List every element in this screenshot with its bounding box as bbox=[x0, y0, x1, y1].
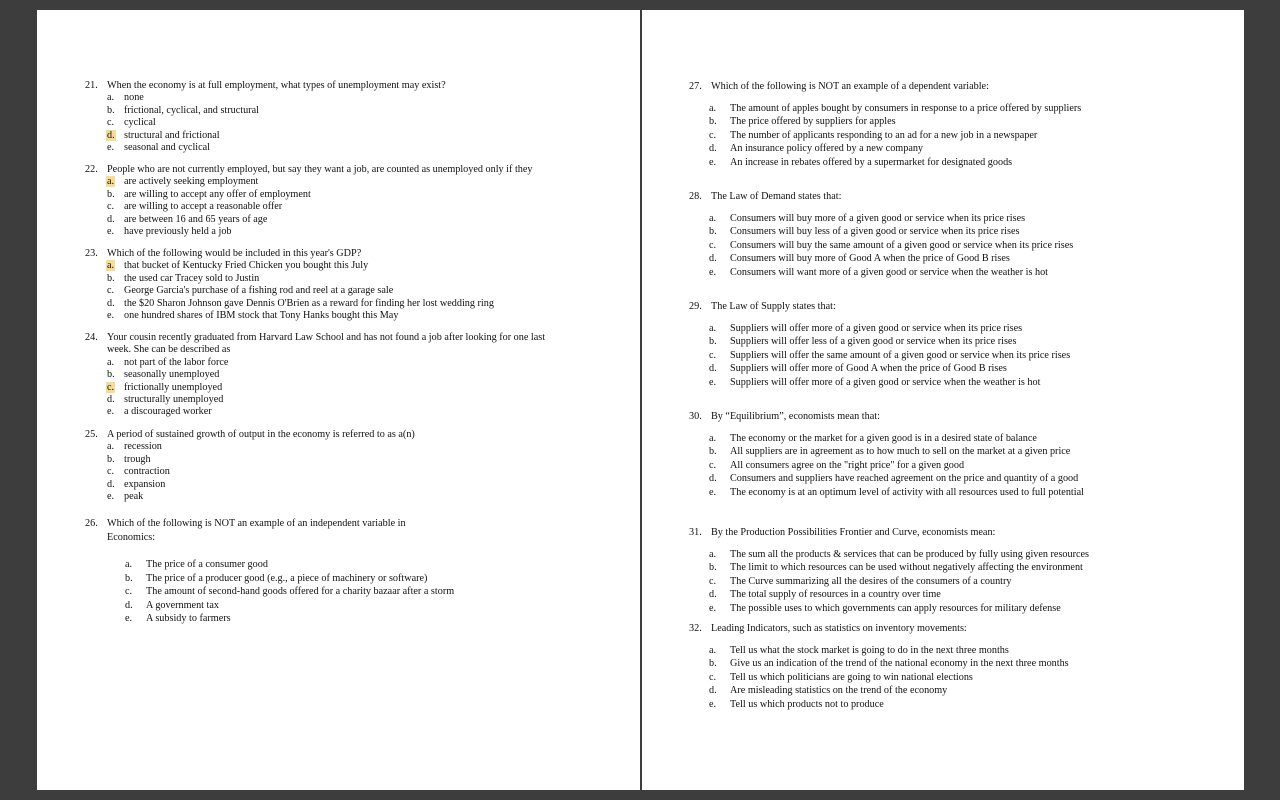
option-letter: b. bbox=[107, 188, 115, 200]
question-text: By the Production Possibilities Frontier and Curve, economists mean: bbox=[711, 527, 996, 538]
option-letter: a. bbox=[107, 92, 115, 104]
option-letter: e. bbox=[107, 142, 115, 154]
answer-option bbox=[709, 459, 1234, 473]
option-text: Consumers will buy the same amount of a given good or service when its price rises bbox=[730, 239, 1074, 251]
option-letter: c. bbox=[107, 201, 115, 213]
answer-option bbox=[709, 445, 1234, 459]
option-text: the $20 Sharon Johnson gave Dennis O'Brien as a reward for finding her lost wedding ring bbox=[124, 297, 494, 309]
answer-option bbox=[709, 335, 1234, 349]
question-number: 31. bbox=[689, 527, 702, 538]
answer-option bbox=[709, 671, 1234, 685]
option-text: Tell us which products not to produce bbox=[730, 698, 884, 710]
answer-highlight: c. bbox=[107, 381, 115, 393]
question-number: 32. bbox=[689, 623, 702, 634]
answer-option bbox=[709, 602, 1234, 616]
option-text: Consumers will buy more of Good A when the price of Good B rises bbox=[730, 253, 1010, 264]
option-letter: a. bbox=[709, 322, 717, 334]
option-text: expansion bbox=[124, 478, 166, 490]
answer-option bbox=[107, 298, 605, 310]
option-text: Suppliers will offer more of a given good or service when the weather is hot bbox=[730, 376, 1041, 388]
option-text: Consumers will want more of a given good or service when the weather is hot bbox=[730, 266, 1048, 278]
answer-option bbox=[709, 548, 1234, 562]
option-text: The total supply of resources in a country over time bbox=[730, 589, 941, 600]
option-text: George Garcia's purchase of a fishing rod and reel at a garage sale bbox=[124, 285, 394, 297]
option-text: are willing to accept any offer of employment bbox=[124, 188, 311, 200]
option-letter: b. bbox=[125, 572, 133, 584]
option-text: seasonal and cyclical bbox=[124, 142, 210, 154]
option-text: seasonally unemployed bbox=[124, 369, 220, 381]
option-letter: e. bbox=[107, 226, 115, 238]
option-letter: e. bbox=[125, 613, 133, 624]
answer-option bbox=[107, 105, 555, 117]
option-letter: a. bbox=[709, 548, 717, 560]
option-letter: e. bbox=[709, 486, 717, 498]
question-text: Which of the following would be included in this year's GDP? bbox=[107, 248, 362, 259]
option-letter: d. bbox=[709, 685, 717, 696]
answer-option bbox=[125, 558, 605, 572]
option-letter: c. bbox=[107, 466, 115, 478]
answer-highlight: a. bbox=[107, 176, 115, 188]
option-text: contraction bbox=[124, 466, 170, 478]
answer-option bbox=[709, 322, 1234, 336]
option-letter: b. bbox=[709, 446, 717, 457]
answer-option bbox=[107, 273, 605, 285]
answer-option bbox=[709, 376, 1234, 390]
answer-highlight: a. bbox=[107, 260, 115, 272]
option-letter: e. bbox=[107, 491, 115, 503]
option-letter: e. bbox=[107, 310, 115, 322]
option-letter: d. bbox=[125, 599, 133, 611]
answer-option bbox=[107, 189, 605, 201]
option-letter: d. bbox=[107, 213, 115, 225]
answer-option bbox=[125, 599, 605, 613]
answer-option bbox=[709, 684, 1234, 698]
answer-option bbox=[107, 394, 560, 406]
answer-highlight: d. bbox=[107, 129, 115, 141]
option-letter: c. bbox=[709, 575, 717, 587]
question-text: By “Equilibrium”, economists mean that: bbox=[711, 411, 880, 422]
question-text: Which of the following is NOT an example of an independent variable in Economics: bbox=[107, 518, 406, 543]
option-letter: b. bbox=[709, 658, 717, 669]
option-letter: d. bbox=[709, 589, 717, 600]
option-letter: d. bbox=[709, 473, 717, 484]
answer-option bbox=[107, 92, 555, 104]
option-text: one hundred shares of IBM stock that Tony Hanks bought this May bbox=[124, 310, 399, 322]
question-21 bbox=[85, 80, 555, 154]
option-letter: e. bbox=[709, 266, 717, 278]
question-text: The Law of Supply states that: bbox=[711, 301, 836, 312]
option-text: All suppliers are in agreement as to how much to sell on the market at a given price bbox=[730, 446, 1071, 457]
option-text: that bucket of Kentucky Fried Chicken you bought this July bbox=[124, 260, 369, 272]
option-letter: e. bbox=[709, 698, 717, 710]
question-number: 26. bbox=[85, 518, 98, 529]
option-text: are willing to accept a reasonable offer bbox=[124, 201, 283, 213]
question-text: Which of the following is NOT an example of a dependent variable: bbox=[711, 81, 989, 92]
option-letter: e. bbox=[107, 406, 115, 418]
option-letter: d. bbox=[107, 297, 115, 309]
option-text: The economy is at an optimum level of activity with all resources used to full potential bbox=[730, 486, 1084, 498]
option-text: Tell us which politicians are going to win national elections bbox=[730, 671, 973, 683]
question-number: 27. bbox=[689, 81, 702, 92]
option-letter: e. bbox=[709, 602, 717, 614]
option-letter: e. bbox=[709, 156, 717, 168]
option-letter: d. bbox=[709, 363, 717, 374]
option-letter: b. bbox=[709, 226, 717, 237]
option-letter: b. bbox=[107, 272, 115, 284]
option-letter: a. bbox=[709, 212, 717, 224]
answer-option bbox=[107, 466, 605, 478]
option-text: The limit to which resources can be used without negatively affecting the environment bbox=[730, 562, 1083, 573]
answer-option bbox=[107, 201, 605, 213]
option-text: structurally unemployed bbox=[124, 394, 224, 406]
option-text: are actively seeking employment bbox=[124, 176, 259, 188]
answer-option bbox=[125, 612, 605, 626]
answer-option bbox=[709, 142, 1234, 156]
question-number: 28. bbox=[689, 191, 702, 202]
answer-option-highlighted bbox=[107, 260, 605, 272]
answer-option bbox=[709, 212, 1234, 226]
option-text: frictional, cyclical, and structural bbox=[124, 104, 259, 116]
option-text: A subsidy to farmers bbox=[146, 613, 231, 624]
option-text: Are misleading statistics on the trend of the economy bbox=[730, 685, 948, 696]
question-number: 30. bbox=[689, 411, 702, 422]
option-letter: c. bbox=[125, 586, 133, 597]
answer-option bbox=[709, 115, 1234, 129]
option-text: frictionally unemployed bbox=[124, 381, 223, 393]
option-letter: d. bbox=[709, 143, 717, 154]
question-25 bbox=[85, 429, 605, 503]
answer-option bbox=[107, 117, 555, 129]
option-text: The possible uses to which governments can apply resources for military defense bbox=[730, 602, 1061, 614]
question-number: 25. bbox=[85, 429, 98, 440]
option-text: recession bbox=[124, 441, 162, 453]
answer-option bbox=[709, 266, 1234, 280]
option-text: Give us an indication of the trend of the national economy in the next three months bbox=[730, 658, 1069, 669]
answer-option bbox=[709, 432, 1234, 446]
option-text: none bbox=[124, 92, 144, 104]
option-text: The price of a consumer good bbox=[146, 559, 268, 570]
option-text: peak bbox=[124, 491, 144, 503]
option-text: An insurance policy offered by a new company bbox=[730, 143, 924, 154]
option-letter: a. bbox=[709, 432, 717, 444]
option-text: The price of a producer good (e.g., a piece of machinery or software) bbox=[146, 572, 428, 584]
option-text: Consumers will buy more of a given good or service when its price rises bbox=[730, 212, 1026, 224]
answer-option bbox=[125, 572, 605, 586]
option-text: A government tax bbox=[146, 599, 219, 611]
option-letter: c. bbox=[709, 349, 717, 361]
option-text: a discouraged worker bbox=[124, 406, 212, 418]
answer-option bbox=[125, 585, 605, 599]
option-letter: d. bbox=[709, 253, 717, 264]
option-text: The amount of apples bought by consumers in response to a price offered by suppliers bbox=[730, 102, 1082, 114]
option-letter: c. bbox=[709, 129, 717, 141]
option-text: Consumers will buy less of a given good or service when its price rises bbox=[730, 226, 1020, 237]
option-letter: b. bbox=[709, 336, 717, 347]
option-text: the used car Tracey sold to Justin bbox=[124, 272, 260, 284]
option-letter: c. bbox=[107, 117, 115, 129]
option-letter: d. bbox=[107, 478, 115, 490]
answer-option-highlighted bbox=[107, 382, 560, 394]
answer-option bbox=[107, 369, 560, 381]
option-text: are between 16 and 65 years of age bbox=[124, 213, 268, 225]
option-text: Suppliers will offer more of a given good or service when its price rises bbox=[730, 322, 1023, 334]
option-text: Consumers and suppliers have reached agreement on the price and quantity of a good bbox=[730, 473, 1079, 484]
option-letter: b. bbox=[709, 116, 717, 127]
option-text: An increase in rebates offered by a supermarket for designated goods bbox=[730, 156, 1013, 168]
answer-option bbox=[709, 252, 1234, 266]
answer-option bbox=[709, 239, 1234, 253]
question-text: Leading Indicators, such as statistics on inventory movements: bbox=[711, 623, 967, 634]
option-text: Suppliers will offer the same amount of a given good or service when its price rises bbox=[730, 349, 1071, 361]
answer-option bbox=[107, 454, 605, 466]
option-letter: c. bbox=[709, 671, 717, 683]
answer-option-highlighted bbox=[107, 176, 605, 188]
answer-option bbox=[709, 102, 1234, 116]
option-letter: a. bbox=[709, 644, 717, 656]
option-text: The number of applicants responding to an ad for a new job in a newspaper bbox=[730, 129, 1038, 141]
option-letter: b. bbox=[107, 453, 115, 465]
question-text: A period of sustained growth of output in the economy is referred to as a(n) bbox=[107, 429, 415, 440]
option-letter: b. bbox=[107, 104, 115, 116]
question-text: Your cousin recently graduated from Harvard Law School and has not found a job after looking for one last week. She can be described as bbox=[107, 332, 546, 356]
option-text: The Curve summarizing all the desires of the consumers of a country bbox=[730, 575, 1012, 587]
answer-option bbox=[709, 698, 1234, 712]
answer-option bbox=[709, 349, 1234, 363]
option-text: trough bbox=[124, 453, 151, 465]
document-page-right bbox=[642, 10, 1244, 790]
question-28 bbox=[689, 190, 1234, 279]
question-number: 24. bbox=[85, 332, 98, 343]
question-32 bbox=[689, 622, 1234, 711]
question-text: People who are not currently employed, but say they want a job, are counted as unemployed only if they bbox=[107, 164, 533, 175]
option-text: cyclical bbox=[124, 117, 156, 129]
option-text: Suppliers will offer more of Good A when the price of Good B rises bbox=[730, 363, 1007, 374]
answer-option bbox=[709, 486, 1234, 500]
answer-option bbox=[107, 285, 605, 297]
option-text: The amount of second-hand goods offered for a charity bazaar after a storm bbox=[146, 586, 455, 597]
question-number: 23. bbox=[85, 248, 98, 259]
answer-option bbox=[709, 362, 1234, 376]
answer-option bbox=[107, 491, 605, 503]
question-text: The Law of Demand states that: bbox=[711, 191, 842, 202]
option-letter: b. bbox=[107, 369, 115, 381]
option-letter: d. bbox=[107, 394, 115, 406]
question-30 bbox=[689, 410, 1234, 499]
answer-option bbox=[709, 657, 1234, 671]
answer-option bbox=[709, 561, 1234, 575]
answer-option bbox=[107, 479, 605, 491]
answer-option bbox=[107, 142, 555, 154]
option-letter: c. bbox=[709, 459, 717, 471]
question-number: 29. bbox=[689, 301, 702, 312]
option-letter: a. bbox=[107, 356, 115, 368]
question-23 bbox=[85, 248, 605, 322]
answer-option bbox=[107, 406, 560, 418]
option-text: The sum all the products & services that can be produced by fully using given resources bbox=[730, 548, 1090, 560]
option-letter: a. bbox=[107, 441, 115, 453]
answer-option bbox=[709, 472, 1234, 486]
answer-option bbox=[107, 441, 605, 453]
question-24 bbox=[85, 332, 560, 419]
answer-option bbox=[709, 588, 1234, 602]
answer-option bbox=[709, 225, 1234, 239]
answer-option bbox=[709, 644, 1234, 658]
option-text: Suppliers will offer less of a given good or service when its price rises bbox=[730, 336, 1017, 347]
question-26 bbox=[85, 517, 605, 626]
option-letter: c. bbox=[709, 239, 717, 251]
option-text: All consumers agree on the "right price" for a given good bbox=[730, 459, 965, 471]
answer-option-highlighted bbox=[107, 130, 555, 142]
document-page-left bbox=[37, 10, 640, 790]
question-27 bbox=[689, 80, 1234, 169]
answer-option bbox=[709, 129, 1234, 143]
question-text: When the economy is at full employment, what types of unemployment may exist? bbox=[107, 80, 446, 91]
answer-option bbox=[107, 214, 605, 226]
question-number: 22. bbox=[85, 164, 98, 175]
option-text: structural and frictional bbox=[124, 129, 220, 141]
option-text: The price offered by suppliers for apples bbox=[730, 116, 896, 127]
question-29 bbox=[689, 300, 1234, 389]
answer-option bbox=[709, 575, 1234, 589]
option-letter: e. bbox=[709, 376, 717, 388]
answer-option bbox=[709, 156, 1234, 170]
answer-option bbox=[107, 357, 560, 369]
option-text: The economy or the market for a given good is in a desired state of balance bbox=[730, 432, 1037, 444]
question-22 bbox=[85, 164, 605, 238]
answer-option bbox=[107, 226, 605, 238]
option-letter: a. bbox=[709, 102, 717, 114]
question-number: 21. bbox=[85, 80, 98, 91]
option-letter: c. bbox=[107, 285, 115, 297]
option-text: not part of the labor force bbox=[124, 356, 229, 368]
option-letter: a. bbox=[125, 559, 133, 570]
question-31 bbox=[689, 526, 1234, 615]
answer-option bbox=[107, 310, 605, 322]
option-letter: b. bbox=[709, 562, 717, 573]
option-text: have previously held a job bbox=[124, 226, 232, 238]
option-text: Tell us what the stock market is going to do in the next three months bbox=[730, 644, 1009, 656]
